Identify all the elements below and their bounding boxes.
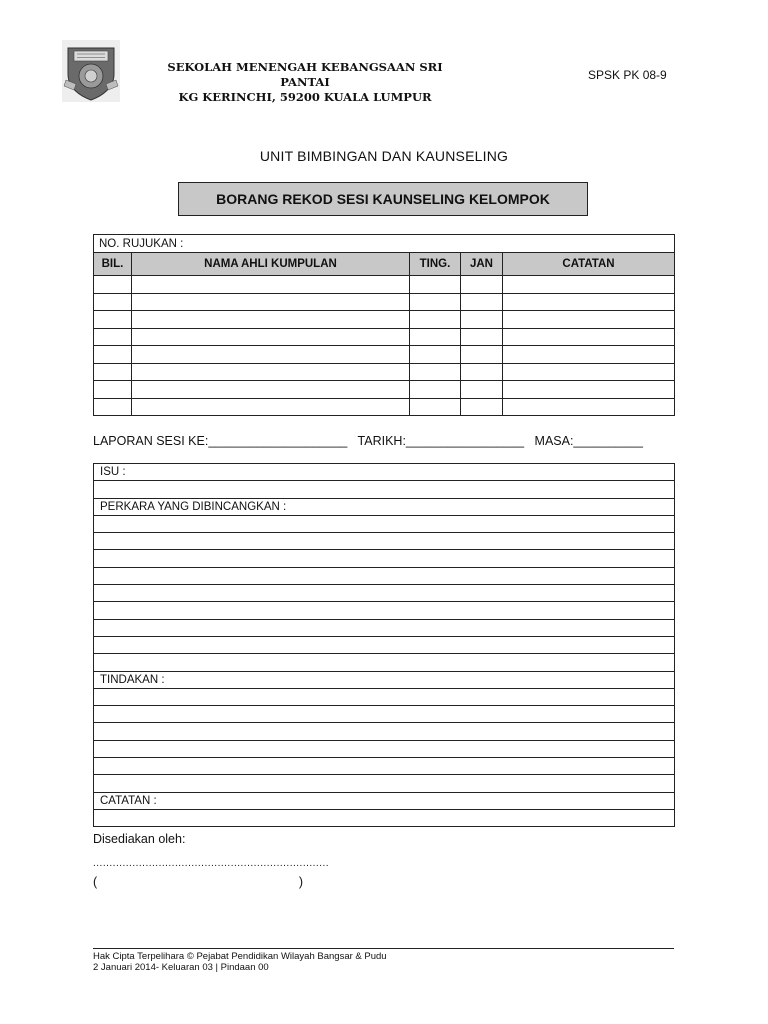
section-label[interactable]: TINDAKAN : bbox=[94, 671, 675, 688]
form-title: BORANG REKOD SESI KAUNSELING KELOMPOK bbox=[178, 182, 588, 216]
writing-line[interactable] bbox=[94, 567, 675, 584]
reference-number-field[interactable]: NO. RUJUKAN : bbox=[94, 235, 675, 253]
writing-line[interactable] bbox=[94, 550, 675, 567]
writing-line[interactable] bbox=[94, 602, 675, 619]
writing-line[interactable] bbox=[94, 758, 675, 775]
blank-line-row bbox=[94, 654, 675, 671]
blank-line-row bbox=[94, 706, 675, 723]
table-cell[interactable] bbox=[132, 346, 410, 364]
blank-line-row bbox=[94, 619, 675, 636]
table-cell[interactable] bbox=[94, 328, 132, 346]
section-label[interactable]: PERKARA YANG DIBINCANGKAN : bbox=[94, 498, 675, 515]
table-row bbox=[94, 363, 675, 381]
bracket-close: ) bbox=[298, 875, 303, 889]
footer-divider bbox=[93, 948, 674, 949]
table-cell[interactable] bbox=[94, 363, 132, 381]
table-cell[interactable] bbox=[503, 328, 675, 346]
writing-line[interactable] bbox=[94, 619, 675, 636]
table-cell[interactable] bbox=[94, 346, 132, 364]
school-name bbox=[150, 60, 460, 105]
table-cell[interactable] bbox=[410, 311, 461, 329]
table-cell[interactable] bbox=[461, 276, 503, 294]
table-cell[interactable] bbox=[461, 363, 503, 381]
column-header-nama: NAMA AHLI KUMPULAN bbox=[132, 253, 410, 276]
unit-heading: UNIT BIMBINGAN DAN KAUNSELING bbox=[259, 148, 509, 164]
blank-line-row bbox=[94, 688, 675, 705]
writing-line[interactable] bbox=[94, 809, 675, 826]
members-table-header bbox=[94, 253, 675, 276]
table-cell[interactable] bbox=[461, 311, 503, 329]
column-header-jan: JAN bbox=[461, 253, 503, 276]
table-cell[interactable] bbox=[410, 293, 461, 311]
table-cell[interactable] bbox=[132, 398, 410, 416]
writing-line[interactable] bbox=[94, 706, 675, 723]
blank-line-row bbox=[94, 515, 675, 532]
blank-line-row bbox=[94, 636, 675, 653]
column-header-bil: BIL. bbox=[94, 253, 132, 276]
table-cell[interactable] bbox=[410, 276, 461, 294]
writing-line[interactable] bbox=[94, 688, 675, 705]
table-row bbox=[94, 398, 675, 416]
table-cell[interactable] bbox=[410, 346, 461, 364]
table-cell[interactable] bbox=[94, 293, 132, 311]
table-row bbox=[94, 381, 675, 399]
blank-line-row bbox=[94, 550, 675, 567]
blank-line-row bbox=[94, 740, 675, 757]
table-row bbox=[94, 311, 675, 329]
table-cell[interactable] bbox=[94, 311, 132, 329]
blank-line-row bbox=[94, 585, 675, 602]
section-label-row bbox=[94, 464, 675, 481]
table-cell[interactable] bbox=[132, 311, 410, 329]
table-cell[interactable] bbox=[503, 311, 675, 329]
table-cell[interactable] bbox=[410, 398, 461, 416]
writing-line[interactable] bbox=[94, 533, 675, 550]
section-label-row bbox=[94, 792, 675, 809]
table-cell[interactable] bbox=[132, 363, 410, 381]
table-cell[interactable] bbox=[94, 276, 132, 294]
table-row bbox=[94, 328, 675, 346]
table-row bbox=[94, 346, 675, 364]
form-code: SPSK PK 08-9 bbox=[588, 68, 667, 82]
table-cell[interactable] bbox=[132, 328, 410, 346]
writing-line[interactable] bbox=[94, 654, 675, 671]
writing-line[interactable] bbox=[94, 481, 675, 498]
footer-copyright: Hak Cipta Terpelihara © Pejabat Pendidikan Wilayah Bangsar & Pudu bbox=[93, 951, 387, 962]
table-cell[interactable] bbox=[503, 381, 675, 399]
writing-line[interactable] bbox=[94, 775, 675, 792]
writing-line[interactable] bbox=[94, 740, 675, 757]
section-label[interactable]: ISU : bbox=[94, 464, 675, 481]
table-cell[interactable] bbox=[461, 346, 503, 364]
blank-line-row bbox=[94, 567, 675, 584]
column-header-ting: TING. bbox=[410, 253, 461, 276]
writing-line[interactable] bbox=[94, 636, 675, 653]
footer-version: 2 Januari 2014- Keluaran 03 | Pindaan 00 bbox=[93, 962, 269, 973]
table-row bbox=[94, 293, 675, 311]
blank-line-row bbox=[94, 533, 675, 550]
bracket-open: ( bbox=[93, 875, 98, 889]
table-cell[interactable] bbox=[461, 293, 503, 311]
writing-line[interactable] bbox=[94, 515, 675, 532]
prepared-by-label: Disediakan oleh: bbox=[93, 832, 186, 846]
blank-line-row bbox=[94, 758, 675, 775]
table-cell[interactable] bbox=[503, 398, 675, 416]
table-cell[interactable] bbox=[461, 381, 503, 399]
footer bbox=[93, 951, 387, 973]
section-label-row bbox=[94, 498, 675, 515]
table-cell[interactable] bbox=[503, 276, 675, 294]
table-cell[interactable] bbox=[461, 398, 503, 416]
table-cell[interactable] bbox=[503, 363, 675, 381]
blank-line-row bbox=[94, 481, 675, 498]
table-cell[interactable] bbox=[132, 381, 410, 399]
members-table bbox=[93, 234, 675, 416]
school-name-line1: SEKOLAH MENENGAH KEBANGSAAN SRI PANTAI bbox=[167, 60, 443, 89]
table-row bbox=[94, 276, 675, 294]
writing-line[interactable] bbox=[94, 585, 675, 602]
column-header-catatan: CATATAN bbox=[503, 253, 675, 276]
signature-line[interactable]: ........................................................................ bbox=[93, 858, 330, 869]
name-bracket bbox=[93, 875, 303, 889]
blank-line-row bbox=[94, 602, 675, 619]
section-label-row bbox=[94, 671, 675, 688]
table-cell[interactable] bbox=[461, 328, 503, 346]
blank-line-row bbox=[94, 775, 675, 792]
table-cell[interactable] bbox=[410, 328, 461, 346]
table-cell[interactable] bbox=[94, 381, 132, 399]
writing-line[interactable] bbox=[94, 723, 675, 740]
table-cell[interactable] bbox=[503, 346, 675, 364]
section-label[interactable]: CATATAN : bbox=[94, 792, 675, 809]
table-cell[interactable] bbox=[503, 293, 675, 311]
table-cell[interactable] bbox=[94, 398, 132, 416]
blank-line-row bbox=[94, 809, 675, 826]
table-cell[interactable] bbox=[410, 363, 461, 381]
school-address-line2: KG KERINCHI, 59200 KUALA LUMPUR bbox=[178, 90, 432, 104]
table-cell[interactable] bbox=[410, 381, 461, 399]
notes-table bbox=[93, 463, 675, 827]
blank-line-row bbox=[94, 723, 675, 740]
table-cell[interactable] bbox=[132, 293, 410, 311]
school-crest-logo bbox=[62, 40, 120, 102]
table-cell[interactable] bbox=[132, 276, 410, 294]
session-report-line: LAPORAN SESI KE:____________________ TARIKH:_________________ MASA:__________ bbox=[93, 434, 643, 448]
